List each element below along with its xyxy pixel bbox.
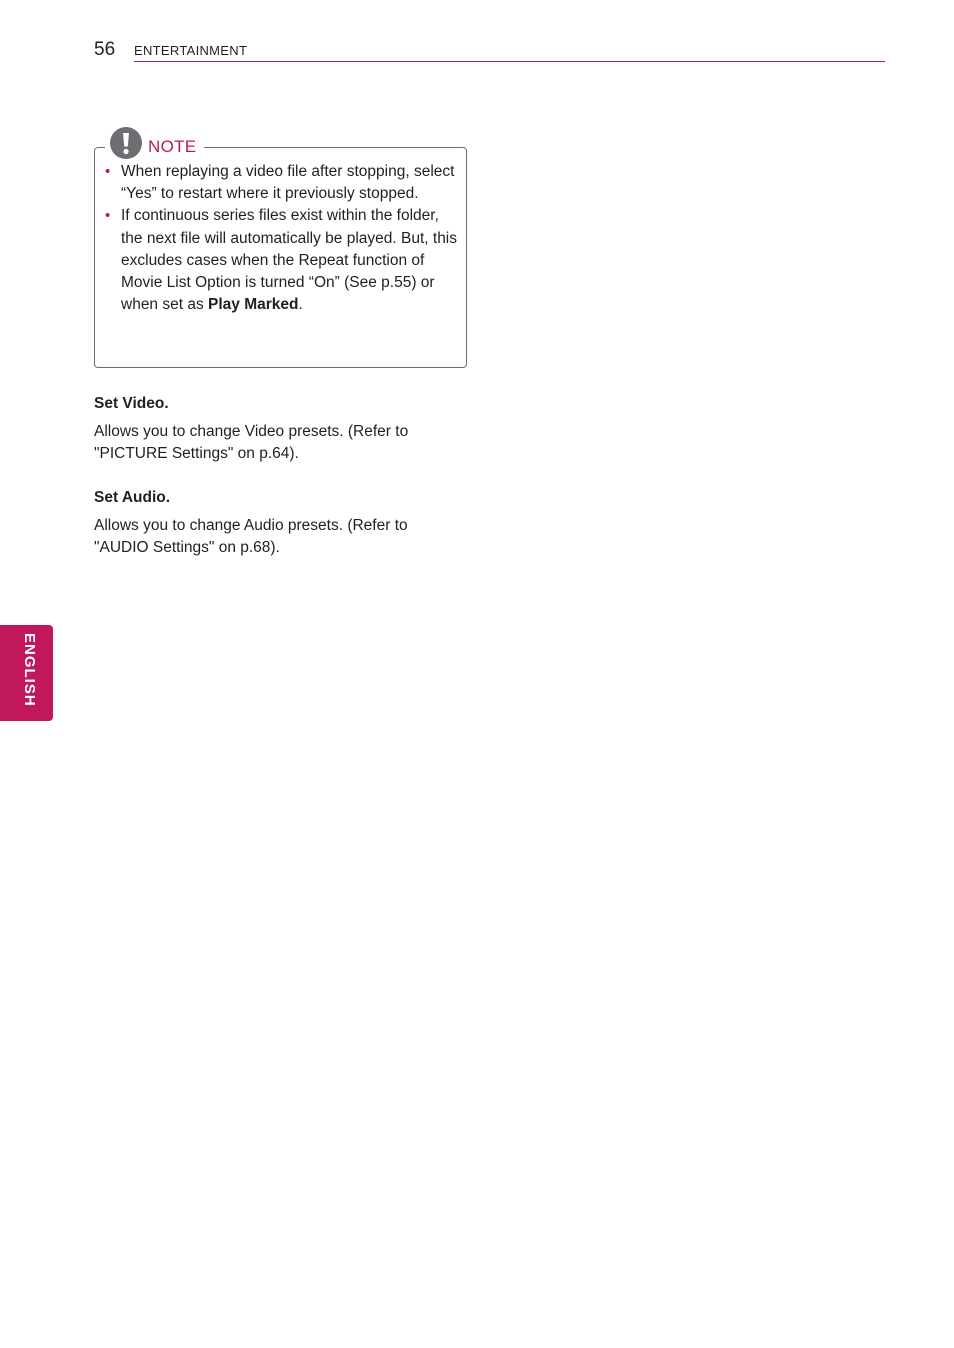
note-title: NOTE [148, 137, 197, 156]
note-item-text: If continuous series files exist within the folder, the next file will automatically be played. But, this excludes cases when the Repeat function of Movie List Option is turned “On” (See p.55) or when set as [121, 207, 458, 314]
bullet-icon: • [105, 207, 111, 225]
note-item [105, 205, 457, 316]
note-header [105, 126, 204, 160]
page-number: 56 [94, 39, 116, 60]
bullet-icon: • [105, 163, 111, 180]
page-header [94, 36, 885, 63]
section-body: Allows you to change Audio presets. (Refer to "AUDIO Settings" on p.68). [94, 517, 408, 557]
section-heading: Set Audio. [94, 489, 171, 506]
menu-term: Play Marked [208, 296, 299, 314]
section-heading: Set Video. [94, 395, 169, 412]
note-item [105, 161, 457, 205]
language-tab-label: ENGLISH [21, 633, 38, 707]
section-title: ENTERTAINMENT [134, 43, 248, 58]
note-list [105, 161, 457, 316]
note-box [94, 137, 467, 368]
note-item-text-end: . [298, 296, 303, 314]
exclamation-icon [110, 127, 142, 159]
note-item-text: When replaying a video file after stopping, select “Yes” to restart where it previously stopped. [121, 163, 455, 203]
language-tab [0, 625, 53, 721]
header-divider [134, 61, 885, 62]
section-body: Allows you to change Video presets. (Refer to "PICTURE Settings" on p.64). [94, 423, 409, 463]
